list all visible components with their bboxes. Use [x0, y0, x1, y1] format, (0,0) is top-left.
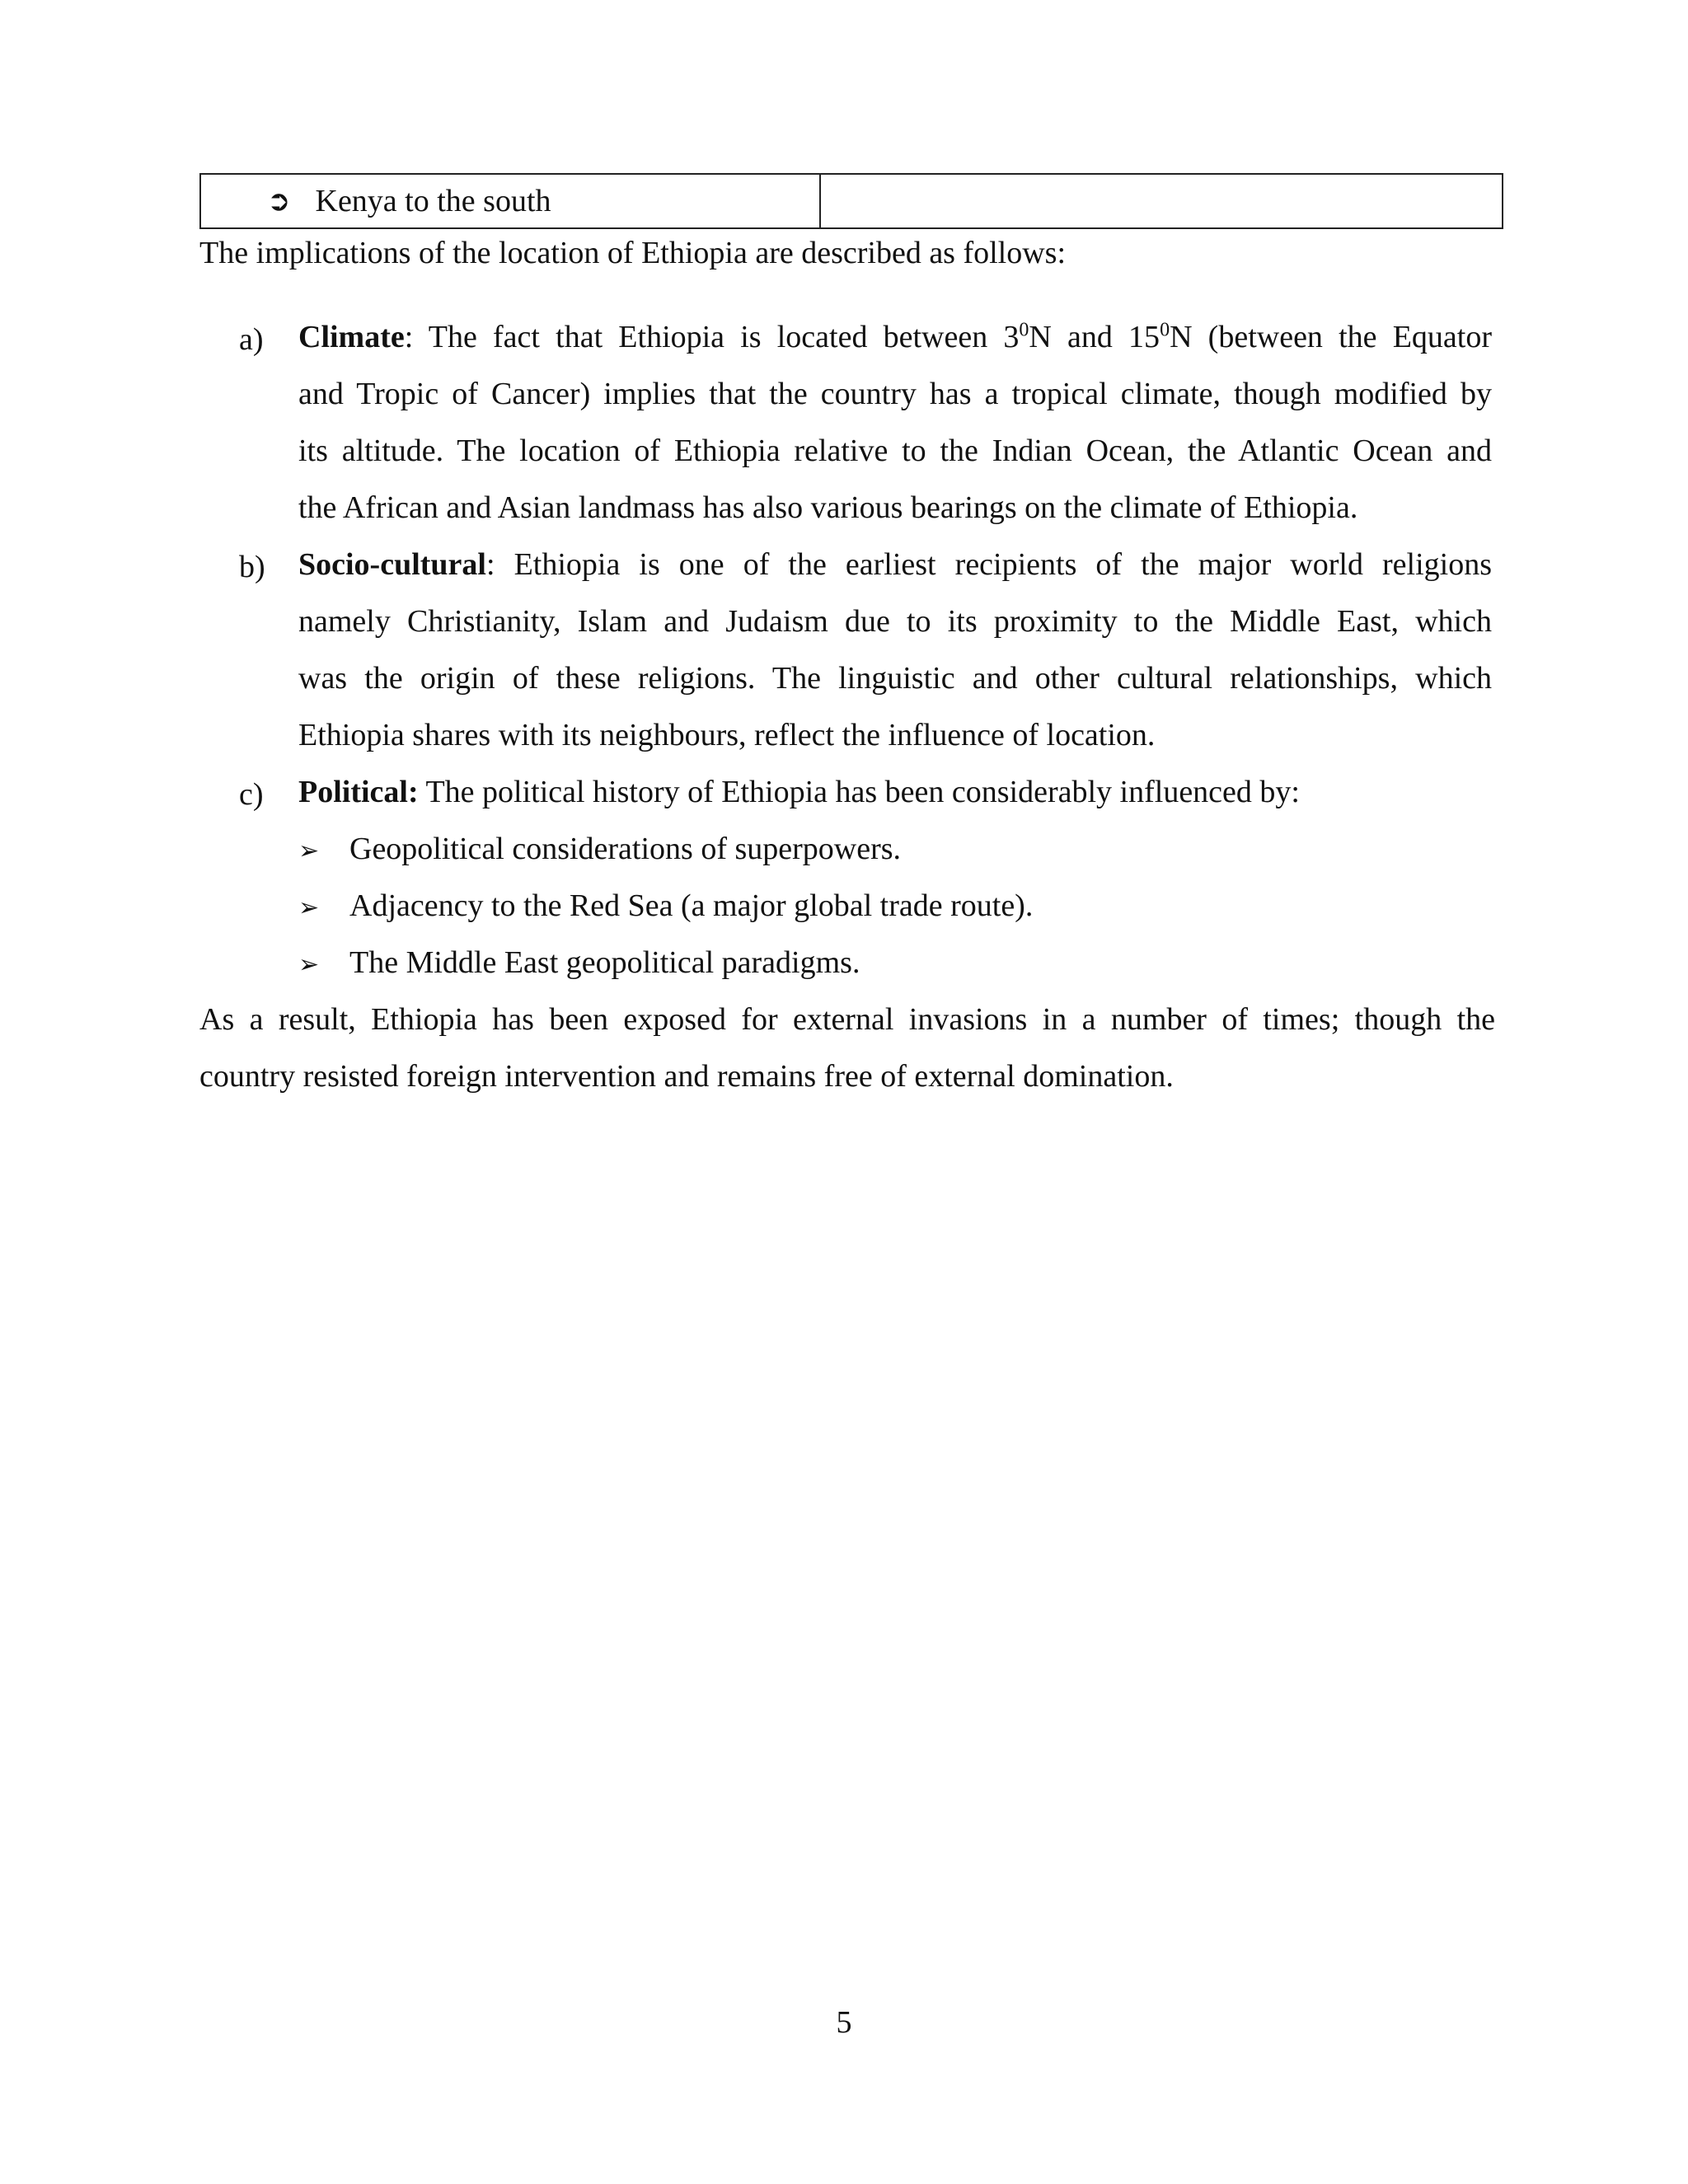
text-line: namely Christianity, Islam and Judaism due to its proximity to the Middle East, which — [298, 604, 1492, 639]
text-line: Socio-cultural: Ethiopia is one of the earliest recipients of the major world religions — [298, 547, 1492, 582]
sub-bullet-item: ➢ Geopolitical considerations of superpowers. — [298, 833, 1492, 890]
item-term: Political: — [298, 775, 419, 809]
table-cell-text: Kenya to the south — [315, 184, 551, 218]
text-line: As a result, Ethiopia has been exposed for external invasions in a number of times; though the — [199, 1002, 1495, 1037]
text-line: Climate: The fact that Ethiopia is located between $3^0N$ and $15^0N$ (between the Equator — [298, 319, 1492, 354]
text-line: Political: The political history of Ethiopia has been considerably influenced by: — [298, 775, 1300, 809]
arrowhead-bullet-icon: ➢ — [298, 837, 320, 865]
text-line: and Tropic of Cancer) implies that the country has a tropical climate, though modified by — [298, 377, 1492, 411]
text-line: was the origin of these religions. The linguistic and other cultural relationships, which — [298, 661, 1492, 696]
implications-list — [239, 321, 1492, 1004]
table-fragment — [199, 173, 1503, 229]
text-line: its altitude. The location of Ethiopia relative to the Indian Ocean, the Atlantic Ocean and — [298, 434, 1492, 468]
text-line: country resisted foreign intervention and remains free of external domination. — [199, 1059, 1174, 1094]
text-line: Ethiopia shares with its neighbours, reflect the influence of location. — [298, 718, 1156, 752]
table-cell-left — [201, 175, 821, 227]
sub-bullet-item: ➢ The Middle East geopolitical paradigms. — [298, 947, 1492, 1004]
list-item-body — [298, 776, 1492, 833]
list-marker: a) — [239, 322, 264, 357]
page-number: 5 — [836, 2005, 852, 2040]
list-marker: b) — [239, 550, 265, 584]
list-item-body — [298, 549, 1492, 776]
arrowhead-bullet-icon: ➢ — [298, 893, 320, 922]
list-item-body — [298, 321, 1492, 549]
sub-bullet-list — [298, 833, 1492, 1004]
arrow-circle-right-icon: ➲ — [267, 185, 291, 218]
list-item-socio-cultural — [239, 549, 1492, 776]
intro-paragraph: The implications of the location of Ethiopia are described as follows: — [199, 236, 1067, 270]
list-marker: c) — [239, 777, 264, 812]
arrowhead-bullet-icon: ➢ — [298, 950, 320, 979]
conclusion-paragraph — [199, 1004, 1495, 1118]
sub-bullet-item: ➢ Adjacency to the Red Sea (a major global trade route). — [298, 890, 1492, 947]
item-term: Socio-cultural — [298, 547, 486, 582]
text-line: the African and Asian landmass has also various bearings on the climate of Ethiopia. — [298, 490, 1358, 525]
item-term: Climate — [298, 320, 405, 354]
table-cell-right — [821, 175, 1502, 227]
list-item-climate — [239, 321, 1492, 549]
list-item-political — [239, 776, 1492, 1004]
